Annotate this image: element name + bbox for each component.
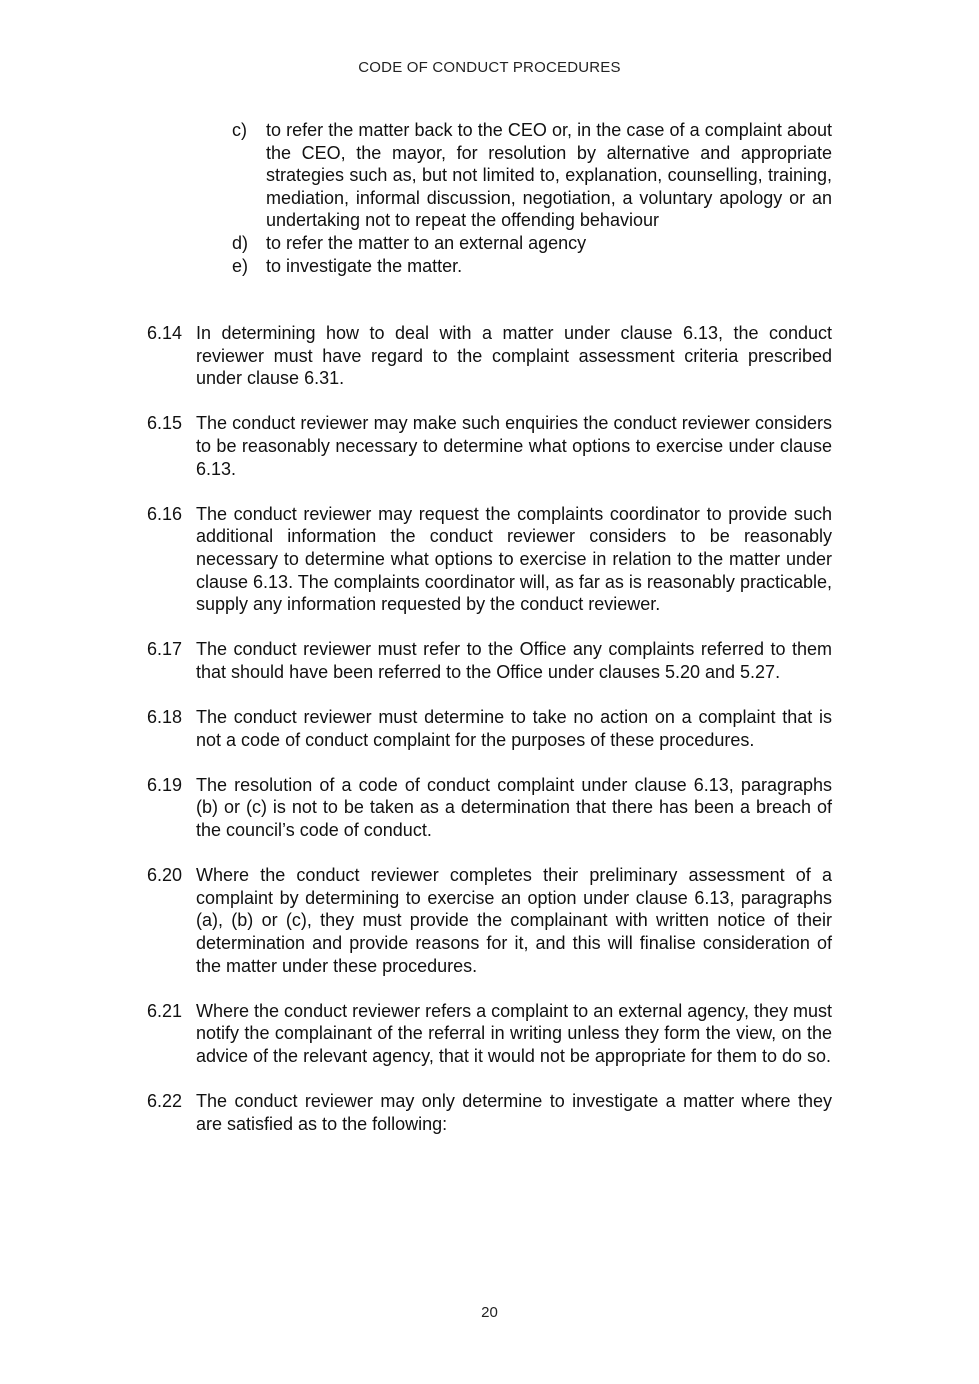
clause-6-18	[147, 706, 832, 751]
page-number: 20	[481, 1304, 498, 1321]
clause-text: Where the conduct reviewer refers a complaint to an external agency, they must notify the complainant of the referral in writing unless they form the view, on the advice of the relevant agency, that it would not be appropriate for them to do so.	[196, 1000, 832, 1066]
clause-6-21	[147, 1000, 832, 1068]
sub-item-letter: d)	[232, 232, 249, 253]
clause-6-15	[147, 412, 832, 480]
sub-item-letter: e)	[232, 255, 249, 276]
clause-text: The resolution of a code of conduct complaint under clause 6.13, paragraphs (b) or (c) is not to be taken as a determination that there has been a breach of the council’s code of conduct.	[196, 774, 832, 841]
sub-item-list	[232, 119, 832, 277]
sub-item-letter: c)	[232, 120, 247, 140]
sub-item-e	[232, 255, 832, 278]
clause-6-22	[147, 1090, 832, 1135]
clause-number: 6.21	[147, 1000, 183, 1021]
sub-item-text: to refer the matter to an external agency	[266, 232, 587, 253]
clause-text: Where the conduct reviewer completes their preliminary assessment of a complaint by determining to exercise an option under clause 6.13, paragraphs (a), (b) or (c), they must provide the complainant with written notice of their determination and provide reasons for it, and this will finalise consideration of the matter under these procedures.	[196, 865, 832, 976]
clause-list	[147, 322, 832, 1158]
page-header: CODE OF CONDUCT PROCEDURES	[358, 59, 621, 76]
clause-text: The conduct reviewer may make such enquiries the conduct reviewer considers to be reasonably necessary to determine what options to exercise under clause 6.13.	[196, 413, 832, 479]
sub-item-text: to investigate the matter.	[266, 255, 463, 276]
sub-item-d	[232, 232, 832, 255]
clause-number: 6.14	[147, 323, 183, 343]
clause-number: 6.16	[147, 503, 183, 524]
clause-6-14	[147, 322, 832, 390]
clause-number: 6.17	[147, 639, 183, 660]
sub-item-text: to refer the matter back to the CEO or, in the case of a complaint about the CEO, the mayor, for resolution by alternative and appropriate strategies such as, but not limited to, explanation, counselling, training, mediation, informal discussion, negotiation, a voluntary apology or an undertaking not to repeat the offending behaviour	[266, 120, 832, 231]
clause-number: 6.19	[147, 774, 183, 795]
sub-item-c	[232, 119, 832, 232]
clause-number: 6.15	[147, 413, 183, 434]
clause-6-17	[147, 638, 832, 683]
clause-text: The conduct reviewer must determine to take no action on a complaint that is not a code of conduct complaint for the purposes of these procedures.	[196, 707, 832, 750]
clause-text: The conduct reviewer must refer to the Office any complaints referred to them that should have been referred to the Office under clauses 5.20 and 5.27.	[196, 639, 832, 682]
clause-text: The conduct reviewer may only determine to investigate a matter where they are satisfied as to the following:	[196, 1091, 832, 1134]
clause-text: In determining how to deal with a matter under clause 6.13, the conduct reviewer must have regard to the complaint assessment criteria prescribed under clause 6.31.	[196, 323, 832, 389]
clause-6-19	[147, 774, 832, 842]
clause-text: The conduct reviewer may request the complaints coordinator to provide such additional information the conduct reviewer considers to be reasonably necessary to determine what options to exercise in relation to the matter under clause 6.13. The complaints coordinator will, as far as is reasonably practicable, supply any information requested by the conduct reviewer.	[196, 503, 832, 615]
clause-6-20	[147, 864, 832, 977]
clause-6-16	[147, 503, 832, 616]
clause-number: 6.20	[147, 865, 183, 886]
clause-number: 6.18	[147, 707, 183, 728]
clause-number: 6.22	[147, 1091, 183, 1112]
